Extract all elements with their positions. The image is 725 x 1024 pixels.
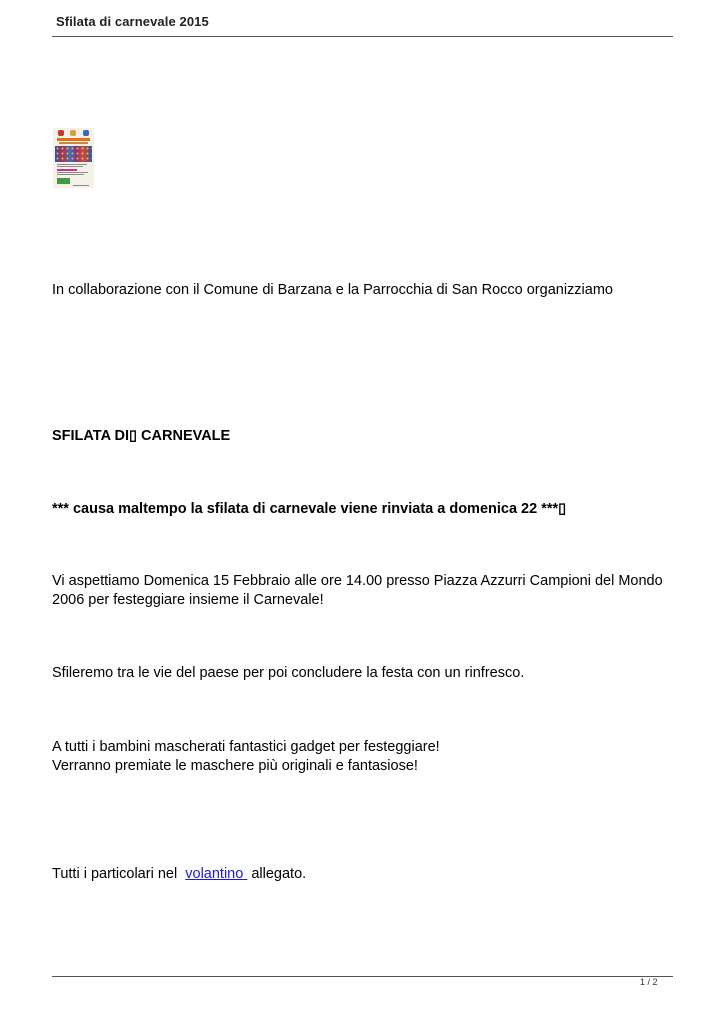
parade-text: Sfileremo tra le vie del paese per poi concludere la festa con un rinfresco.	[52, 665, 525, 681]
flyer-highlight-line	[57, 169, 77, 171]
carnival-flyer-thumbnail[interactable]	[53, 128, 94, 188]
details-prefix: Tutti i particolari nel	[52, 866, 178, 882]
kids-line-1: A tutti i bambini mascherati fantastici gadget per festeggiare!	[52, 739, 440, 755]
flyer-photo-confetti	[55, 146, 92, 162]
postponement-notice: *** causa maltempo la sfilata di carnevale viene rinviata a domenica 22 ***▯	[52, 501, 567, 517]
flyer-logos	[56, 130, 91, 136]
event-heading: SFILATA DI▯ CARNEVALE	[52, 428, 231, 444]
flyer-subtitle-strip	[59, 142, 88, 144]
flyer-text-line	[57, 172, 88, 173]
intro-text: In collaborazione con il Comune di Barzana e la Parrocchia di San Rocco organizziamo	[52, 282, 613, 298]
invite-paragraph	[52, 572, 663, 610]
flyer-text-line	[57, 164, 87, 165]
association-logo-icon	[83, 130, 89, 136]
parish-logo-icon	[70, 130, 76, 136]
flyer-download-link[interactable]	[185, 866, 247, 882]
invite-line-1: Vi aspettiamo Domenica 15 Febbraio alle ore 14.00 presso Piazza Azzurri Campioni del Mondo	[52, 573, 663, 589]
details-suffix: allegato.	[251, 866, 307, 882]
header-divider	[52, 36, 673, 37]
kids-paragraph	[52, 738, 440, 776]
municipality-logo-icon	[58, 130, 64, 136]
page-header-title: Sfilata di carnevale 2015	[56, 14, 209, 29]
flyer-green-box	[57, 178, 70, 184]
details-paragraph	[52, 865, 306, 884]
flyer-text-line	[73, 185, 89, 186]
flyer-text-line	[57, 166, 83, 167]
page-number: 1 / 2	[640, 977, 658, 987]
flyer-text-line	[57, 174, 84, 175]
invite-line-2: 2006 per festeggiare insieme il Carnevale!	[52, 592, 324, 608]
kids-line-2: Verranno premiate le maschere più originali e fantasiose!	[52, 758, 418, 774]
flyer-link-text: volantino	[185, 866, 244, 882]
flyer-title-strip	[57, 138, 90, 141]
footer-divider	[52, 976, 673, 977]
